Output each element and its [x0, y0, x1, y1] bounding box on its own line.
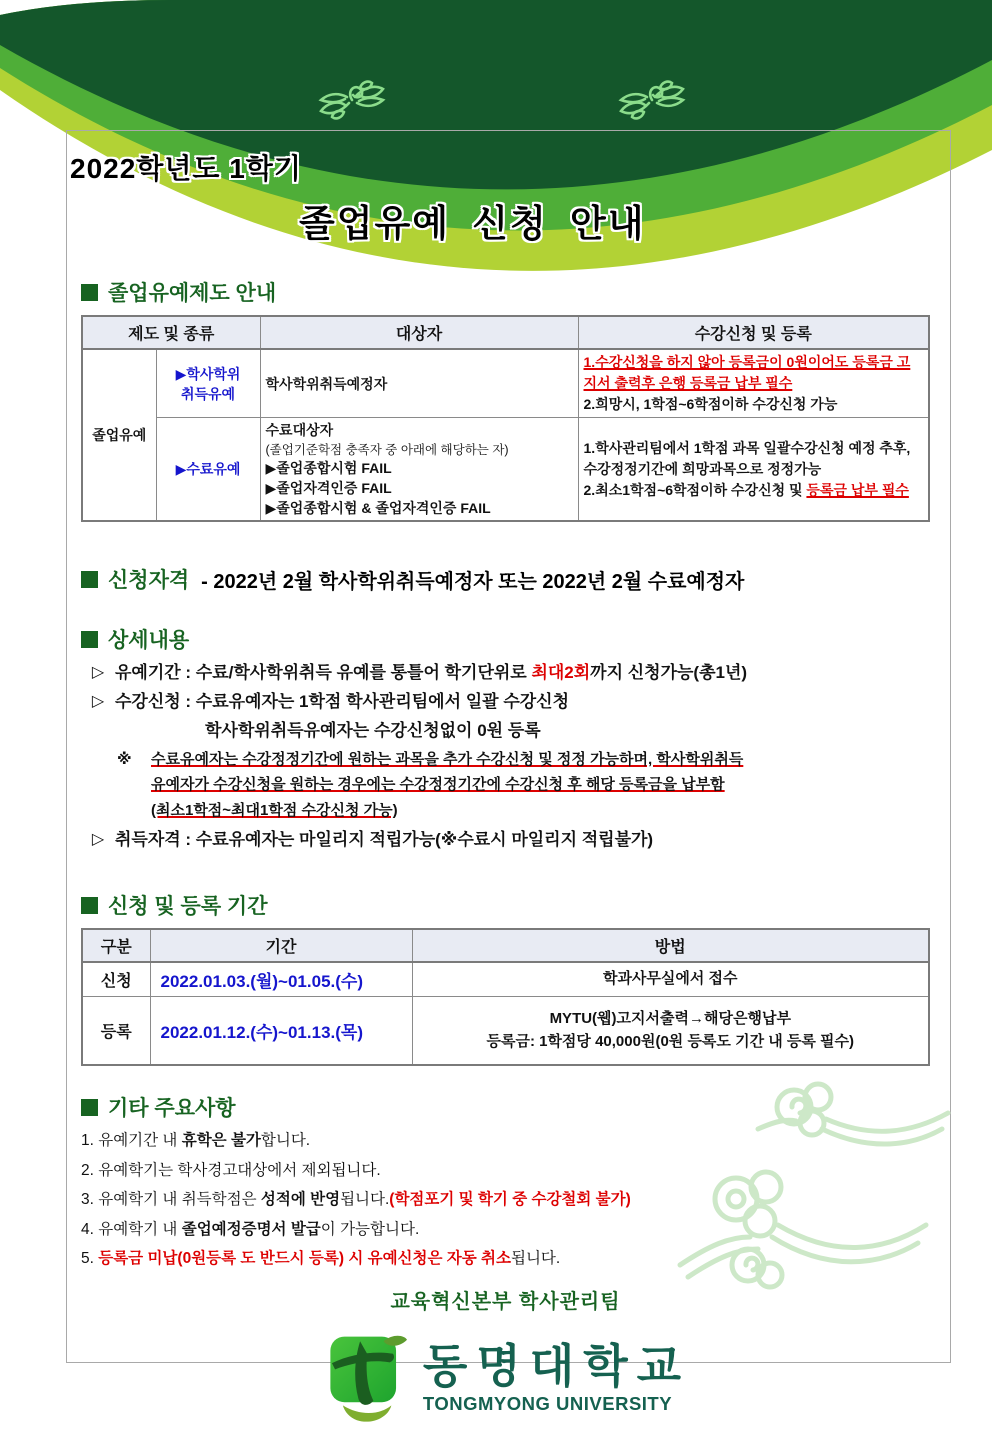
col-header-registration: 수강신청 및 등록 [578, 316, 929, 349]
section-bullet-square [81, 284, 98, 301]
section-heading-system [81, 277, 930, 307]
department-signature: 교육혁신본부 학사관리팀 [390, 1290, 621, 1313]
schedule-heading-label: 신청 및 등록 기간 [108, 895, 268, 919]
schedule-table [81, 928, 930, 1066]
detail-item-period: ▷ 유예기간 : 수료/학사학위취득 유예를 통틀어 학기단위로 최대2회까지 신청가능(총1년) [81, 662, 930, 685]
section-heading-schedule [81, 890, 930, 920]
postponement-system-table [81, 315, 930, 522]
table-header-row [82, 316, 929, 349]
type-cell-completion: ▶수료유예 [156, 418, 260, 522]
detail-item-enrollment: ▷ 수강신청 : 수료유예자는 1학점 학사관리팀에서 일괄 수강신청 [81, 691, 930, 714]
university-name-korean: 동명대학교 [422, 1340, 691, 1393]
col-header-method: 방법 [412, 929, 929, 962]
note-item-3: 3. 유예학기 내 취득학점은 성적에 반영됩니다.(학점포기 및 학기 중 수강철회 불가) [81, 1191, 631, 1209]
note-item-2: 2. 유예학기는 학사경고대상에서 제외됩니다. [81, 1161, 381, 1179]
section-heading-notes [81, 1092, 930, 1122]
content-card [66, 130, 951, 1415]
section-heading-eligibility [81, 564, 930, 594]
reference-note: ※ 수료유예자는 수강정정기간에 원하는 과목을 추가 수강신청 및 정정 가능하며, 학사학위취득 유예자가 수강신청을 원하는 경우에는 수강정정기간에 수강신청 후 해당 등록금을 납부함 (최소1학점~최대1학점 수강신청 가능) [81, 747, 930, 824]
table-row [82, 996, 929, 1065]
detail-item-mileage: ▷ 취득자격 : 수료유예자는 마일리지 적립가능(※수료시 마일리지 적립불가) [81, 829, 930, 852]
apply-method: 학과사무실에서 접수 [412, 962, 929, 996]
table-row [82, 962, 929, 996]
schedule-label-apply: 신청 [82, 962, 150, 996]
registration-cell-degree: 1.수강신청을 하지 않아 등록금이 0원이어도 등록금 고지서 출력후 은행 등록금 납부 필수 2.희망시, 1학점~6학점이하 수강신청 가능 [578, 349, 929, 418]
university-logo [81, 1322, 930, 1434]
apply-period: 2022.01.03.(월)~01.05.(수) [150, 962, 412, 996]
registration-cell-completion: 1.학사관리팀에서 1학점 과목 일괄수강신청 예정 추후, 수강정정기간에 희망과목으로 정정가능 2.최소1학점~6학점이하 수강신청 및 등록금 납부 필수 [578, 418, 929, 522]
university-logo-mark-icon [321, 1322, 407, 1434]
section-bullet-square [81, 897, 98, 914]
notes-heading-label: 기타 주요사항 [108, 1097, 236, 1121]
group-label-cell: 졸업유예 [82, 349, 156, 521]
type-cell-degree: ▶학사학위 취득유예 [156, 349, 260, 418]
note-item-5: 5. 등록금 미납(0원등록 도 반드시 등록) 시 유예신청은 자동 취소됩니다. [81, 1250, 561, 1268]
table-row [82, 349, 929, 418]
section-bullet-square [81, 1099, 98, 1116]
detail-item-enrollment-line2: 학사학위취득유예자는 수강신청없이 0원 등록 [205, 720, 541, 740]
reference-marker-icon: ※ [117, 750, 132, 768]
page-title: 졸업유예 신청 안내 [299, 203, 646, 244]
eligibility-heading-label: 신청자격 [108, 569, 190, 592]
section-heading-details [81, 624, 930, 654]
register-method: MYTU(웹)고지서출력→해당은행납부 등록금: 1학점당 40,000원(0원 등록도 기간 내 등록 필수) [412, 996, 929, 1065]
target-cell-completion: 수료대상자 (졸업기준학점 충족자 중 아래에 해당하는 자) ▶졸업종합시험 FAIL ▶졸업자격인증 FAIL ▶졸업종합시험 & 졸업자격인증 FAIL [260, 418, 578, 522]
section-heading-label: 졸업유예제도 안내 [108, 282, 277, 305]
section-bullet-square [81, 631, 98, 648]
term-title: 2022학년도 1학기 [70, 153, 302, 184]
eligibility-text: - 2022년 2월 학사학위취득예정자 또는 2022년 2월 수료예정자 [201, 570, 745, 593]
triangle-marker-icon: ▷ [91, 831, 105, 849]
card-content [67, 131, 950, 1434]
col-header-type: 제도 및 종류 [82, 316, 260, 349]
details-heading-label: 상세내용 [108, 629, 190, 652]
triangle-marker-icon: ▷ [91, 692, 105, 710]
col-header-target: 대상자 [260, 316, 578, 349]
col-header-period: 기간 [150, 929, 412, 962]
university-name-english: TONGMYONG UNIVERSITY [422, 1393, 673, 1415]
section-bullet-square [81, 571, 98, 588]
triangle-marker-icon: ▷ [91, 664, 105, 681]
register-period: 2022.01.12.(수)~01.13.(목) [150, 996, 412, 1065]
note-item-4: 4. 유예학기 내 졸업예정증명서 발급이 가능합니다. [81, 1220, 420, 1238]
table-header-row [82, 929, 929, 962]
note-item-1: 1. 유예기간 내 휴학은 불가합니다. [81, 1132, 311, 1150]
university-name-block [423, 1340, 690, 1415]
schedule-label-register: 등록 [82, 996, 150, 1065]
target-cell-degree: 학사학위취득예정자 [260, 349, 578, 418]
col-header-category: 구분 [82, 929, 150, 962]
table-row [82, 418, 929, 522]
